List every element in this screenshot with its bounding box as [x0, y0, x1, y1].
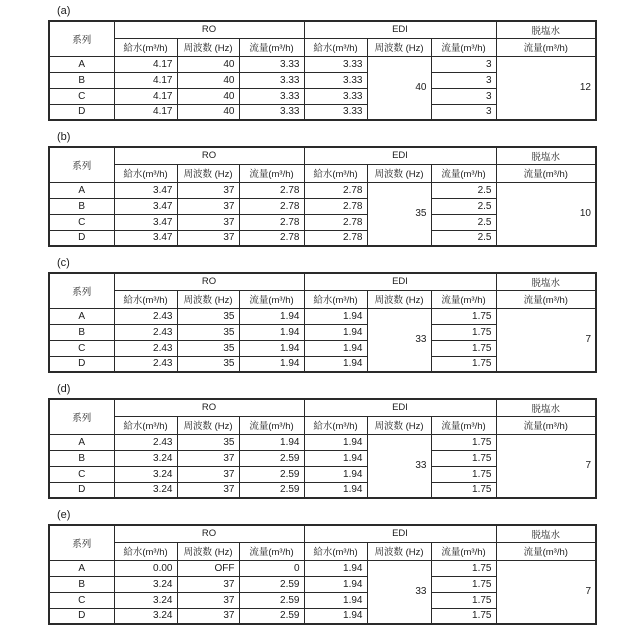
cell-ro-feed: 2.43 [114, 340, 177, 356]
cell-ro-freq: 37 [177, 230, 239, 246]
cell-edi-feed: 2.78 [304, 198, 367, 214]
cell-ro-freq: 37 [177, 198, 239, 214]
cell-ro-freq: 35 [177, 340, 239, 356]
cell-ro-feed: 3.24 [114, 482, 177, 498]
cell-edi-feed: 3.33 [304, 56, 367, 72]
cell-ro-flow: 2.59 [239, 576, 304, 592]
cell-edi-flow: 1.75 [431, 340, 496, 356]
cell-ro-freq: 37 [177, 592, 239, 608]
spec-table [48, 398, 597, 499]
cell-ro-freq: 37 [177, 576, 239, 592]
col-header-edi-flow: 流量(m³/h) [431, 542, 496, 560]
cell-edi-flow: 1.75 [431, 560, 496, 576]
cell-ro-feed: 2.43 [114, 324, 177, 340]
cell-edi-flow: 3 [431, 104, 496, 120]
cell-ro-flow: 1.94 [239, 434, 304, 450]
cell-ro-flow: 2.78 [239, 182, 304, 198]
spec-table-section [48, 5, 640, 121]
cell-edi-feed: 1.94 [304, 434, 367, 450]
cell-edi-freq-merged: 33 [367, 308, 431, 372]
cell-series: B [49, 576, 114, 592]
col-header-edi-freq: 周波数 (Hz) [367, 542, 431, 560]
cell-ro-feed: 3.24 [114, 466, 177, 482]
col-group-edi: EDI [304, 525, 496, 542]
cell-ro-freq: 37 [177, 214, 239, 230]
cell-series: C [49, 214, 114, 230]
operation-spec-tables [48, 5, 640, 625]
cell-ro-flow: 3.33 [239, 88, 304, 104]
col-header-series: 系列 [49, 21, 114, 56]
cell-series: B [49, 72, 114, 88]
table-label: (a) [57, 5, 71, 17]
cell-edi-flow: 1.75 [431, 608, 496, 624]
col-header-ro-freq: 周波数 (Hz) [177, 416, 239, 434]
spec-table [48, 272, 597, 373]
cell-ro-feed: 3.47 [114, 214, 177, 230]
cell-ro-flow: 1.94 [239, 356, 304, 372]
cell-desal-flow-merged: 12 [496, 56, 596, 120]
col-header-edi-flow: 流量(m³/h) [431, 38, 496, 56]
cell-edi-feed: 1.94 [304, 450, 367, 466]
cell-ro-feed: 2.43 [114, 356, 177, 372]
cell-ro-feed: 3.24 [114, 608, 177, 624]
col-group-edi: EDI [304, 21, 496, 38]
cell-series: B [49, 450, 114, 466]
cell-ro-flow: 2.59 [239, 592, 304, 608]
cell-series: B [49, 324, 114, 340]
cell-edi-feed: 1.94 [304, 608, 367, 624]
cell-ro-feed: 2.43 [114, 308, 177, 324]
cell-edi-feed: 2.78 [304, 182, 367, 198]
cell-series: C [49, 592, 114, 608]
col-header-edi-flow: 流量(m³/h) [431, 290, 496, 308]
cell-series: B [49, 198, 114, 214]
table-row [49, 308, 596, 324]
col-header-edi-freq: 周波数 (Hz) [367, 416, 431, 434]
col-header-ro-flow: 流量(m³/h) [239, 38, 304, 56]
cell-ro-flow: 2.59 [239, 466, 304, 482]
cell-series: A [49, 434, 114, 450]
table-row [49, 56, 596, 72]
cell-ro-feed: 4.17 [114, 56, 177, 72]
cell-edi-feed: 3.33 [304, 104, 367, 120]
col-header-ro-flow: 流量(m³/h) [239, 164, 304, 182]
cell-ro-freq: 37 [177, 482, 239, 498]
col-header-edi-feed: 給水(m³/h) [304, 290, 367, 308]
col-header-ro-feed: 給水(m³/h) [114, 164, 177, 182]
cell-series: A [49, 56, 114, 72]
cell-edi-flow: 1.75 [431, 308, 496, 324]
cell-edi-feed: 3.33 [304, 88, 367, 104]
cell-ro-feed: 3.47 [114, 230, 177, 246]
col-header-series: 系列 [49, 525, 114, 560]
cell-ro-freq: 35 [177, 324, 239, 340]
cell-ro-flow: 1.94 [239, 308, 304, 324]
cell-edi-freq-merged: 33 [367, 560, 431, 624]
spec-table [48, 20, 597, 121]
cell-ro-feed: 2.43 [114, 434, 177, 450]
spec-table [48, 146, 597, 247]
col-header-desal-flow: 流量(m³/h) [496, 164, 596, 182]
cell-series: D [49, 104, 114, 120]
col-header-ro-feed: 給水(m³/h) [114, 38, 177, 56]
col-group-ro: RO [114, 21, 304, 38]
col-group-edi: EDI [304, 147, 496, 164]
cell-ro-freq: 40 [177, 88, 239, 104]
cell-ro-freq: 37 [177, 608, 239, 624]
cell-edi-flow: 1.75 [431, 466, 496, 482]
cell-series: D [49, 230, 114, 246]
cell-edi-feed: 1.94 [304, 482, 367, 498]
spec-table [48, 524, 597, 625]
col-header-edi-feed: 給水(m³/h) [304, 542, 367, 560]
col-header-ro-flow: 流量(m³/h) [239, 290, 304, 308]
cell-ro-feed: 3.47 [114, 198, 177, 214]
cell-edi-flow: 1.75 [431, 324, 496, 340]
col-header-ro-freq: 周波数 (Hz) [177, 38, 239, 56]
cell-edi-feed: 1.94 [304, 308, 367, 324]
table-label: (e) [57, 509, 71, 521]
col-header-ro-flow: 流量(m³/h) [239, 416, 304, 434]
col-group-ro: RO [114, 525, 304, 542]
cell-ro-feed: 3.24 [114, 450, 177, 466]
cell-ro-freq: 37 [177, 450, 239, 466]
cell-edi-flow: 1.75 [431, 592, 496, 608]
cell-series: A [49, 182, 114, 198]
col-group-ro: RO [114, 399, 304, 416]
cell-series: C [49, 340, 114, 356]
cell-ro-feed: 4.17 [114, 88, 177, 104]
cell-edi-feed: 1.94 [304, 340, 367, 356]
cell-ro-freq: 35 [177, 356, 239, 372]
col-group-ro: RO [114, 147, 304, 164]
cell-edi-flow: 1.75 [431, 576, 496, 592]
cell-ro-feed: 3.24 [114, 592, 177, 608]
cell-edi-feed: 1.94 [304, 324, 367, 340]
cell-edi-flow: 2.5 [431, 230, 496, 246]
col-header-desal-flow: 流量(m³/h) [496, 290, 596, 308]
col-group-ro: RO [114, 273, 304, 290]
cell-edi-feed: 1.94 [304, 592, 367, 608]
col-header-edi-flow: 流量(m³/h) [431, 416, 496, 434]
cell-series: D [49, 356, 114, 372]
col-header-ro-feed: 給水(m³/h) [114, 416, 177, 434]
col-group-desal: 脱塩水 [496, 399, 596, 416]
col-group-desal: 脱塩水 [496, 525, 596, 542]
col-header-ro-flow: 流量(m³/h) [239, 542, 304, 560]
cell-ro-feed: 3.47 [114, 182, 177, 198]
col-group-desal: 脱塩水 [496, 147, 596, 164]
cell-edi-freq-merged: 35 [367, 182, 431, 246]
cell-edi-freq-merged: 33 [367, 434, 431, 498]
cell-edi-flow: 2.5 [431, 198, 496, 214]
cell-ro-freq: 35 [177, 308, 239, 324]
cell-ro-flow: 3.33 [239, 56, 304, 72]
cell-ro-feed: 4.17 [114, 72, 177, 88]
col-header-edi-feed: 給水(m³/h) [304, 416, 367, 434]
cell-ro-feed: 3.24 [114, 576, 177, 592]
table-label: (b) [57, 131, 71, 143]
col-header-ro-freq: 周波数 (Hz) [177, 164, 239, 182]
cell-ro-flow: 2.59 [239, 482, 304, 498]
col-group-desal: 脱塩水 [496, 21, 596, 38]
cell-ro-freq: 40 [177, 72, 239, 88]
col-header-edi-freq: 周波数 (Hz) [367, 164, 431, 182]
cell-edi-flow: 3 [431, 56, 496, 72]
cell-series: C [49, 88, 114, 104]
col-header-ro-freq: 周波数 (Hz) [177, 290, 239, 308]
col-header-ro-feed: 給水(m³/h) [114, 542, 177, 560]
cell-edi-feed: 1.94 [304, 576, 367, 592]
cell-ro-freq: 40 [177, 56, 239, 72]
col-header-ro-freq: 周波数 (Hz) [177, 542, 239, 560]
cell-ro-flow: 3.33 [239, 104, 304, 120]
cell-edi-feed: 1.94 [304, 560, 367, 576]
cell-ro-freq: OFF [177, 560, 239, 576]
cell-ro-freq: 40 [177, 104, 239, 120]
col-group-desal: 脱塩水 [496, 273, 596, 290]
spec-table-section [48, 509, 640, 625]
cell-edi-feed: 2.78 [304, 214, 367, 230]
cell-desal-flow-merged: 7 [496, 434, 596, 498]
col-header-desal-flow: 流量(m³/h) [496, 416, 596, 434]
cell-edi-flow: 2.5 [431, 214, 496, 230]
cell-edi-feed: 3.33 [304, 72, 367, 88]
col-header-desal-flow: 流量(m³/h) [496, 542, 596, 560]
cell-ro-freq: 37 [177, 182, 239, 198]
col-header-edi-feed: 給水(m³/h) [304, 164, 367, 182]
table-row [49, 182, 596, 198]
cell-ro-flow: 1.94 [239, 324, 304, 340]
col-group-edi: EDI [304, 399, 496, 416]
cell-edi-flow: 1.75 [431, 434, 496, 450]
cell-edi-freq-merged: 40 [367, 56, 431, 120]
cell-edi-feed: 2.78 [304, 230, 367, 246]
table-label: (c) [57, 257, 70, 269]
col-group-edi: EDI [304, 273, 496, 290]
col-header-edi-feed: 給水(m³/h) [304, 38, 367, 56]
cell-edi-feed: 1.94 [304, 466, 367, 482]
cell-ro-flow: 2.59 [239, 608, 304, 624]
cell-ro-flow: 2.78 [239, 198, 304, 214]
cell-ro-flow: 2.59 [239, 450, 304, 466]
spec-table-section [48, 131, 640, 247]
cell-ro-feed: 4.17 [114, 104, 177, 120]
cell-series: A [49, 308, 114, 324]
col-header-desal-flow: 流量(m³/h) [496, 38, 596, 56]
cell-ro-flow: 2.78 [239, 230, 304, 246]
cell-ro-feed: 0.00 [114, 560, 177, 576]
spec-table-section [48, 383, 640, 499]
cell-edi-flow: 1.75 [431, 356, 496, 372]
col-header-ro-feed: 給水(m³/h) [114, 290, 177, 308]
table-row [49, 560, 596, 576]
cell-desal-flow-merged: 7 [496, 308, 596, 372]
cell-series: C [49, 466, 114, 482]
cell-edi-feed: 1.94 [304, 356, 367, 372]
cell-ro-flow: 3.33 [239, 72, 304, 88]
col-header-series: 系列 [49, 399, 114, 434]
cell-ro-freq: 35 [177, 434, 239, 450]
cell-edi-flow: 1.75 [431, 482, 496, 498]
cell-desal-flow-merged: 10 [496, 182, 596, 246]
cell-edi-flow: 1.75 [431, 450, 496, 466]
cell-edi-flow: 3 [431, 88, 496, 104]
col-header-series: 系列 [49, 147, 114, 182]
spec-table-section [48, 257, 640, 373]
table-row [49, 434, 596, 450]
cell-desal-flow-merged: 7 [496, 560, 596, 624]
cell-ro-flow: 1.94 [239, 340, 304, 356]
col-header-edi-flow: 流量(m³/h) [431, 164, 496, 182]
cell-series: D [49, 482, 114, 498]
cell-ro-flow: 0 [239, 560, 304, 576]
col-header-edi-freq: 周波数 (Hz) [367, 38, 431, 56]
cell-edi-flow: 2.5 [431, 182, 496, 198]
col-header-series: 系列 [49, 273, 114, 308]
cell-ro-flow: 2.78 [239, 214, 304, 230]
cell-series: A [49, 560, 114, 576]
col-header-edi-freq: 周波数 (Hz) [367, 290, 431, 308]
cell-edi-flow: 3 [431, 72, 496, 88]
cell-ro-freq: 37 [177, 466, 239, 482]
table-label: (d) [57, 383, 71, 395]
cell-series: D [49, 608, 114, 624]
